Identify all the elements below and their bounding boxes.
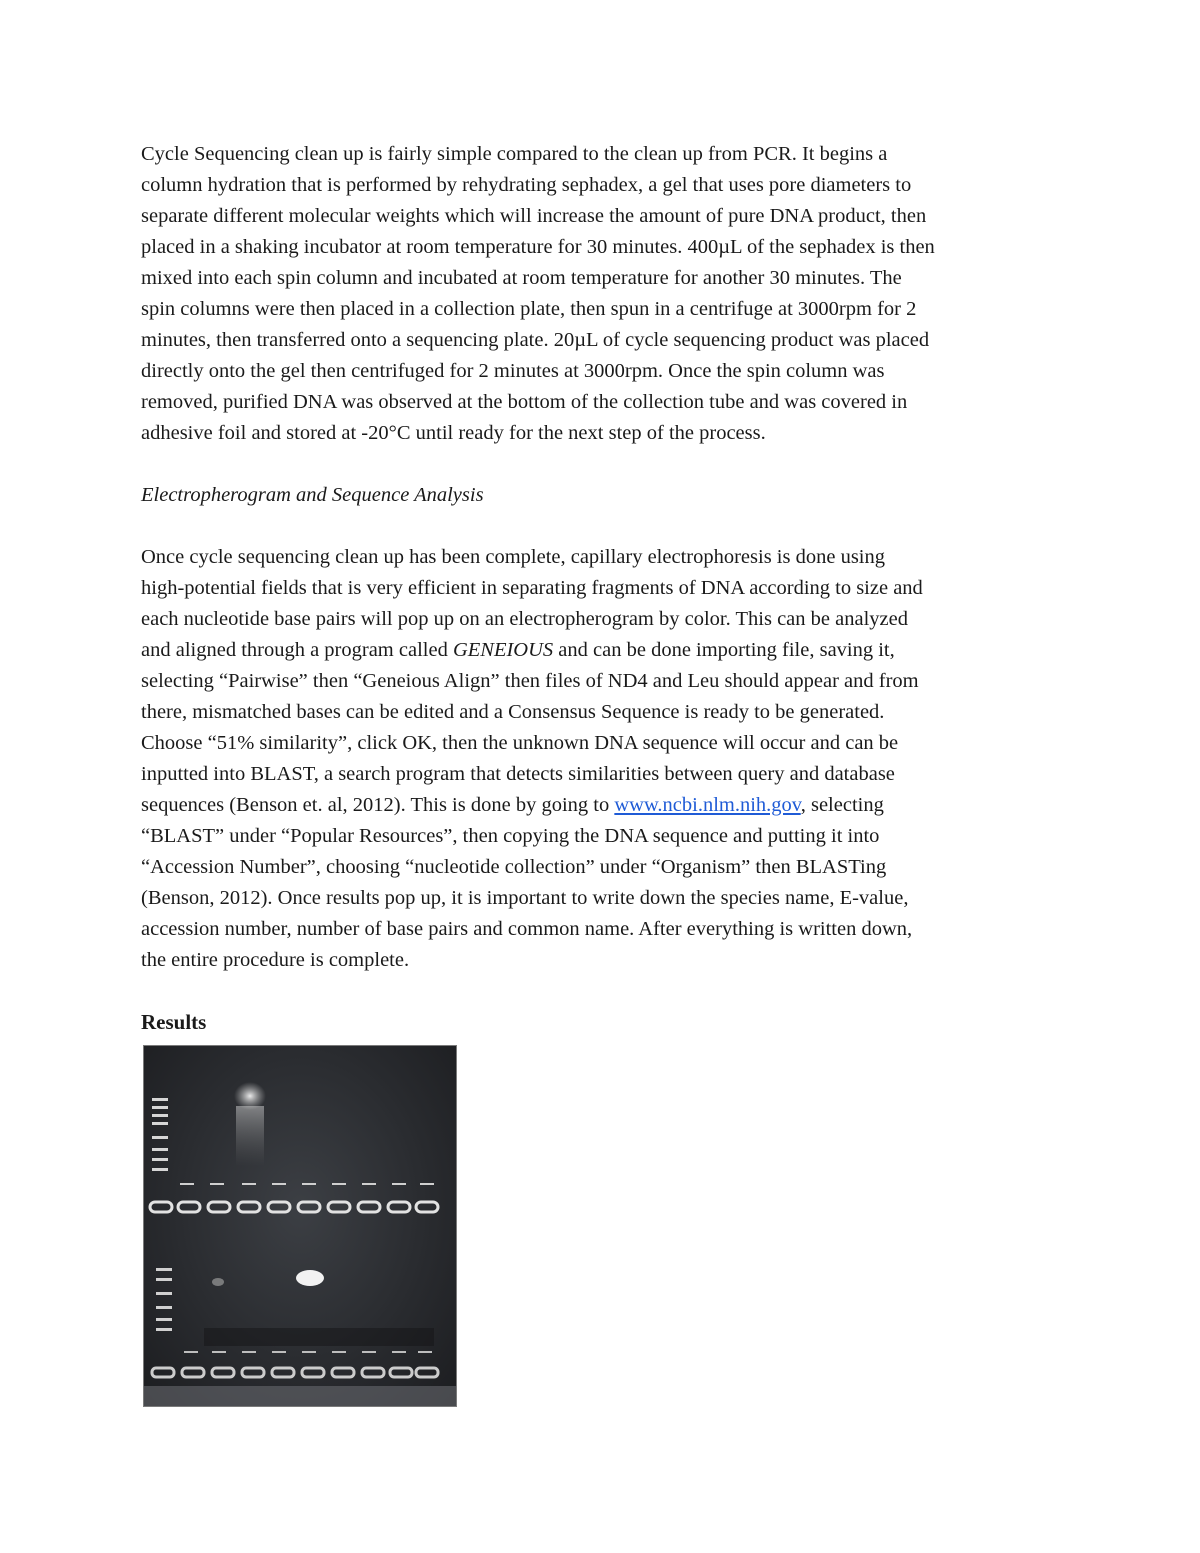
ncbi-link[interactable]: www.ncbi.nlm.nih.gov	[614, 794, 801, 816]
faint-band	[212, 1278, 224, 1286]
lower-wells	[152, 1368, 438, 1377]
text-segment: and can be done importing file, saving it,	[553, 639, 895, 661]
paragraph-line: there, mismatched bases can be edited and a Consensus Sequence is ready to be generated.	[141, 701, 885, 723]
results-heading: Results	[141, 1010, 207, 1034]
paragraph-line: placed in a shaking incubator at room temperature for 30 minutes. 400µL of the sephadex is then	[141, 236, 935, 258]
gel-image	[144, 1046, 456, 1406]
paragraph-line: directly onto the gel then centrifuged for 2 minutes at 3000rpm. Once the spin column was	[141, 360, 885, 382]
band-smear	[236, 1106, 264, 1166]
paragraph-line: “Accession Number”, choosing “nucleotide collection” under “Organism” then BLASTing	[141, 856, 887, 878]
paragraph-line: Once cycle sequencing clean up has been complete, capillary electrophoresis is done using	[141, 546, 885, 568]
upper-wells	[150, 1202, 438, 1212]
bright-band	[234, 1082, 266, 1110]
paragraph-line: spin columns were then placed in a collection plate, then spun in a centrifuge at 3000rpm for 2	[141, 298, 917, 320]
paragraph-line: separate different molecular weights which will increase the amount of pure DNA product, then	[141, 205, 927, 227]
ladder-bottom	[156, 1268, 172, 1331]
paragraph-line: inputted into BLAST, a search program that detects similarities between query and database	[141, 763, 895, 785]
cleanup-paragraph	[141, 139, 1061, 449]
paragraph-line: mixed into each spin column and incubated at room temperature for another 30 minutes. The	[141, 267, 902, 289]
text-segment: and aligned through a program called	[141, 639, 453, 661]
gel-bottom-edge	[144, 1386, 456, 1406]
paragraph-line: removed, purified DNA was observed at the bottom of the collection tube and was covered in	[141, 391, 908, 413]
upper-well-marks	[180, 1183, 434, 1185]
ladder-top	[152, 1098, 168, 1171]
paragraph-line: Cycle Sequencing clean up is fairly simple compared to the clean up from PCR. It begins a	[141, 143, 888, 165]
section-subheading: Electropherogram and Sequence Analysis	[141, 484, 484, 506]
paragraph-line: minutes, then transferred onto a sequencing plate. 20µL of cycle sequencing product was placed	[141, 329, 930, 351]
pcr-product-band	[296, 1270, 324, 1286]
paragraph-line: (Benson, 2012). Once results pop up, it is important to write down the species name, E-value,	[141, 887, 909, 909]
paragraph-line: “BLAST” under “Popular Resources”, then copying the DNA sequence and putting it into	[141, 825, 880, 847]
paragraph-line: high-potential fields that is very efficient in separating fragments of DNA according to size and	[141, 577, 923, 599]
analysis-paragraph	[141, 542, 1061, 976]
text-segment: sequences (Benson et. al, 2012). This is done by going to	[141, 794, 615, 816]
program-name: GENEIOUS	[452, 639, 554, 661]
paragraph-line	[141, 790, 1061, 821]
paragraph-line: Choose “51% similarity”, click OK, then the unknown DNA sequence will occur and can be	[141, 732, 899, 754]
paragraph-line: accession number, number of base pairs and common name. After everything is written down,	[141, 918, 913, 940]
paragraph-line: column hydration that is performed by rehydrating sephadex, a gel that uses pore diameters to	[141, 174, 912, 196]
gel-electrophoresis-photo	[143, 1045, 457, 1407]
paragraph-line: selecting “Pairwise” then “Geneious Align” then files of ND4 and Leu should appear and from	[141, 670, 919, 692]
text-segment: , selecting	[800, 794, 884, 816]
paragraph-line: each nucleotide base pairs will pop up on an electropherogram by color. This can be analyzed	[141, 608, 908, 630]
document-page	[141, 139, 1061, 1038]
primer-dimer-zone	[204, 1328, 434, 1346]
paragraph-line: adhesive foil and stored at -20°C until ready for the next step of the process.	[141, 422, 766, 444]
lower-well-marks	[184, 1351, 432, 1353]
paragraph-line	[141, 635, 1061, 666]
paragraph-line: the entire procedure is complete.	[141, 949, 410, 971]
